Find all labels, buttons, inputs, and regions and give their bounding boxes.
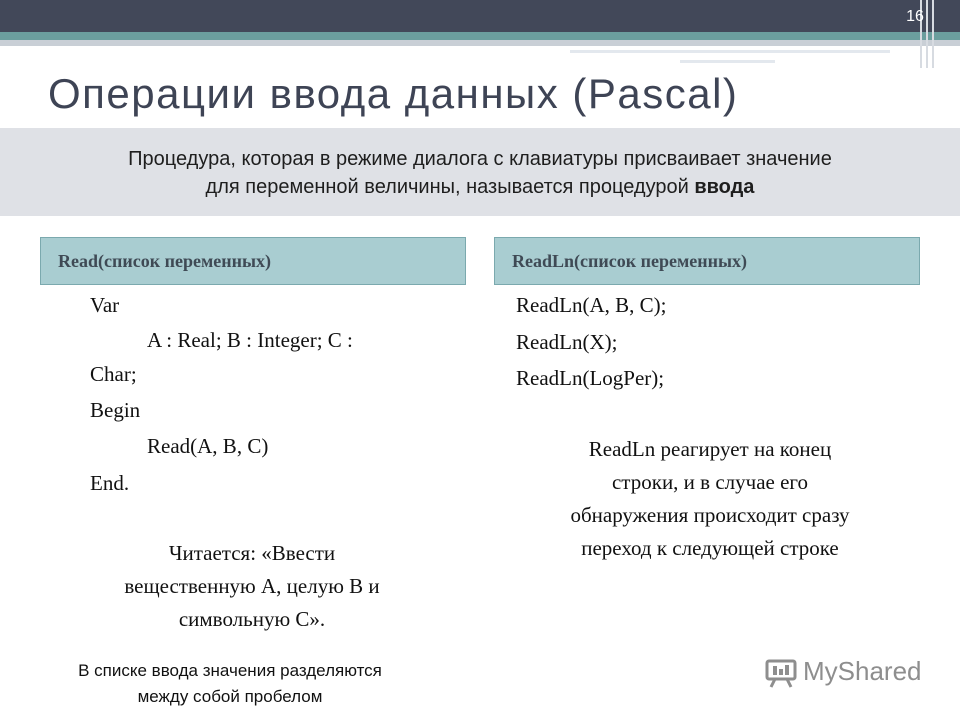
explanation-line: Читается: «Ввести [168,541,336,565]
definition-line-2 [0,173,960,201]
slide-number: 16 [906,8,924,25]
explanation-line: вещественную А, целую В и [124,574,380,598]
definition-box [0,128,960,216]
readln-header: ReadLn(список переменных) [494,237,920,285]
top-light-stripe [0,40,960,46]
code-line: End. [90,471,130,495]
code-line: Var [90,293,120,317]
explanation-line: обнаружения происходит сразу [570,503,850,527]
code-line: Begin [90,398,141,422]
note-line: между собой пробелом [137,687,323,706]
code-line: ReadLn(LogPer); [516,366,665,390]
watermark-logo [765,654,935,694]
explanation-line: строки, и в случае его [611,470,808,494]
code-line: Char; [90,362,137,386]
input-note [20,658,440,710]
code-line: A : Real; B : Integer; C : [147,328,353,352]
explanation-line: ReadLn реагирует на конец [588,437,832,461]
definition-line-2-text: для переменной величины, называется процедурой [205,176,695,198]
decor-line [570,50,890,53]
top-accent-stripe [0,32,960,40]
explanation-line: символьную С». [178,607,326,631]
presentation-board-icon [765,658,797,688]
code-line: Read(A, B, C) [147,434,269,458]
top-bar [0,0,960,32]
code-line: ReadLn(A, B, C); [516,293,667,317]
code-line: ReadLn(X); [516,330,618,354]
read-explanation [52,537,452,636]
note-line: В списке ввода значения разделяются [78,661,382,680]
watermark-text: MyShared [803,656,922,686]
read-header: Read(список переменных) [40,237,466,285]
definition-line-1: Процедура, которая в режиме диалога с клавиатуры присваивает значение [128,148,832,170]
decor-line [680,60,775,63]
definition-keyword: ввода [694,176,755,198]
readln-explanation [500,433,920,565]
slide-title: Операции ввода данных (Pascal) [48,70,739,117]
explanation-line: переход к следующей строке [581,536,839,560]
